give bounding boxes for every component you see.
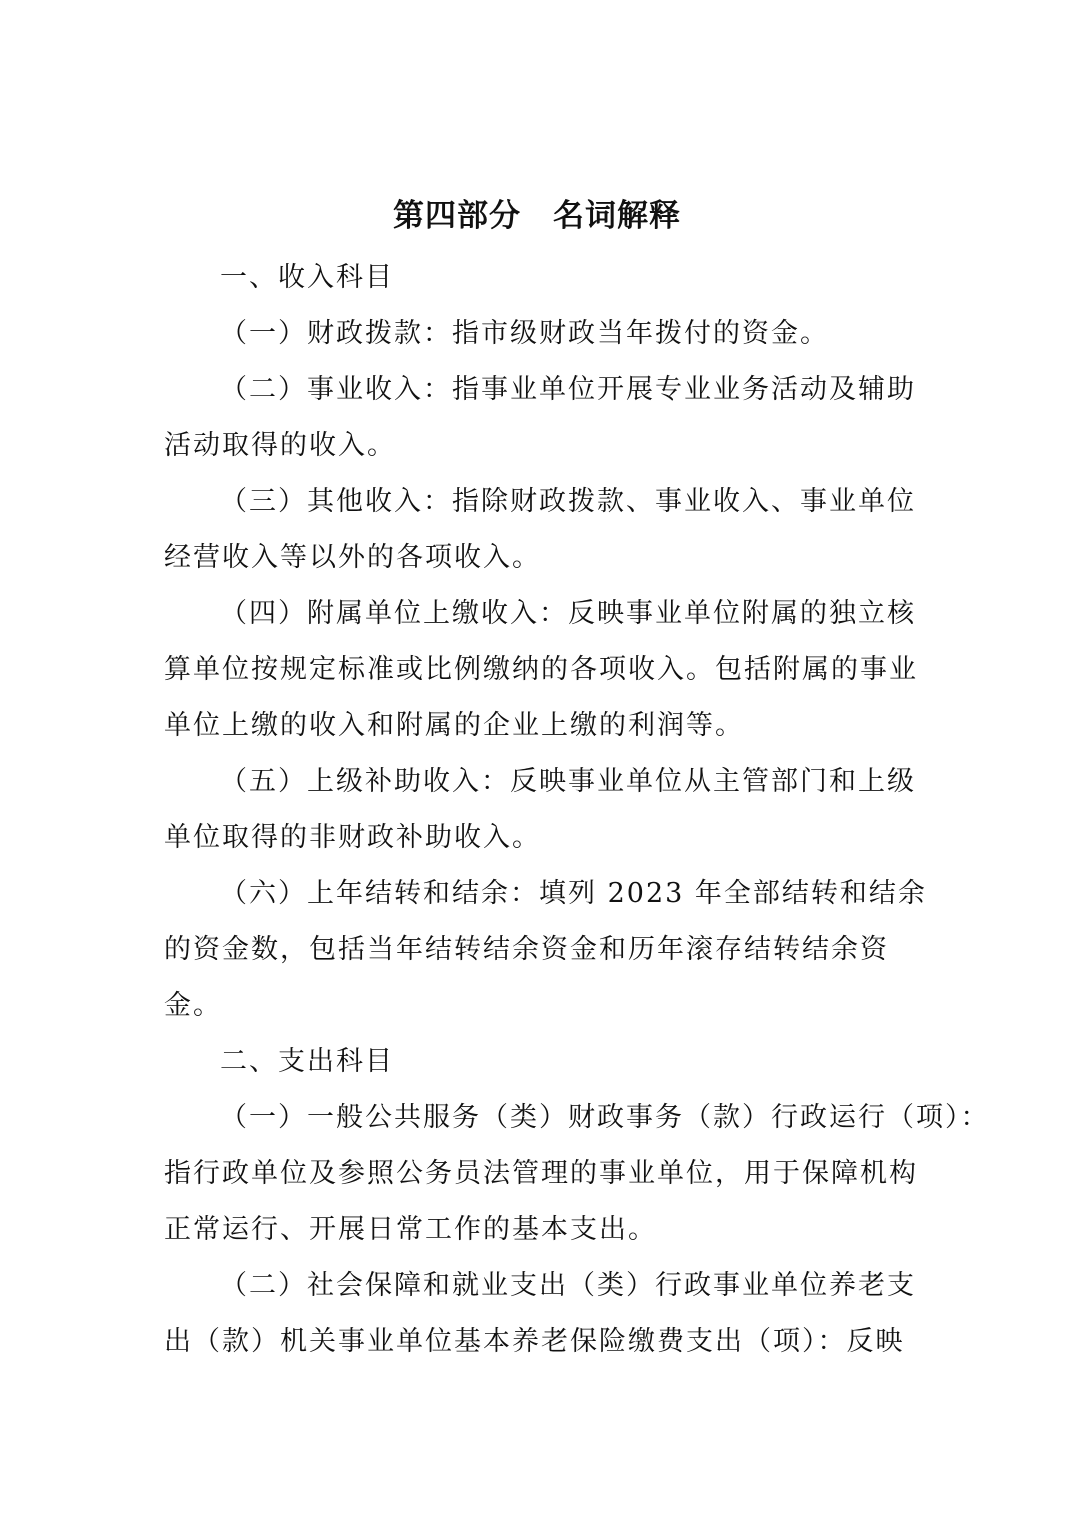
page-title: 第四部分 名词解释 (393, 198, 681, 234)
section-expenditure (164, 1034, 990, 1370)
paragraph: （一）一般公共服务（类）财政事务（款）行政运行（项）： 指行政单位及参照公务员法管理的事业单位，用于保障机构 正常运行、开展日常工作的基本支出。 (164, 1102, 990, 1245)
paragraph: （二）社会保障和就业支出（类）行政事业单位养老支 出（款）机关事业单位基本养老保险缴费支出（项）：反映 (164, 1270, 916, 1357)
paragraph: （一）财政拨款：指市级财政当年拨付的资金。 (220, 318, 829, 349)
paragraph: （三）其他收入：指除财政拨款、事业收入、事业单位 经营收入等以外的各项收入。 (164, 486, 916, 573)
section-heading: 二、支出科目 (220, 1046, 394, 1077)
paragraph: （六）上年结转和结余：填列 2023 年全部结转和结余 的资金数，包括当年结转结余资金和历年滚存结转结余资 金。 (164, 878, 927, 1021)
section-income (164, 250, 927, 1034)
paragraph: （二）事业收入：指事业单位开展专业业务活动及辅助 活动取得的收入。 (164, 374, 916, 461)
paragraph: （四）附属单位上缴收入：反映事业单位附属的独立核 算单位按规定标准或比例缴纳的各项收入。包括附属的事业 单位上缴的收入和附属的企业上缴的利润等。 (164, 598, 918, 741)
paragraph: （五）上级补助收入：反映事业单位从主管部门和上级 单位取得的非财政补助收入。 (164, 766, 916, 853)
section-heading: 一、收入科目 (220, 262, 394, 293)
document-body (164, 250, 990, 1370)
